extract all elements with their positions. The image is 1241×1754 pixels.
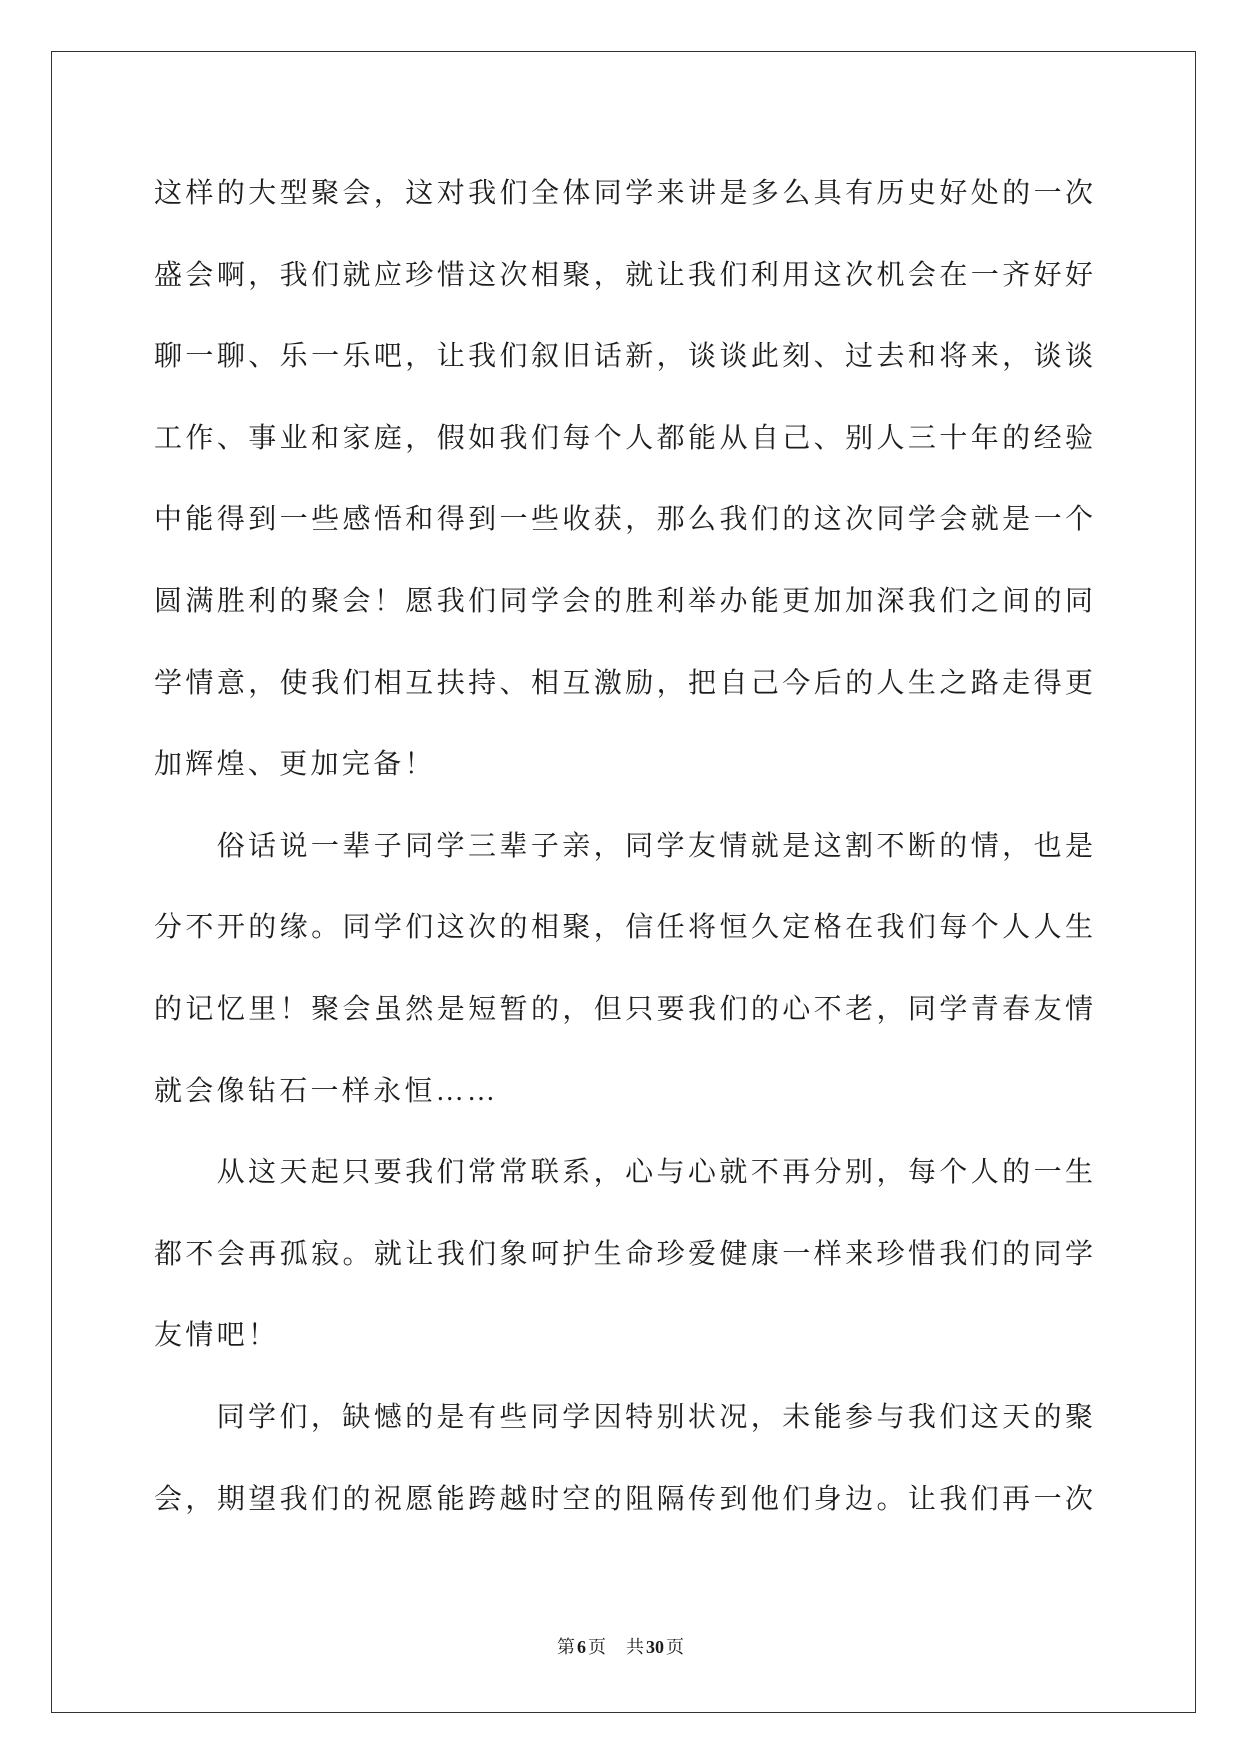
page-prefix: 第 — [557, 1637, 575, 1657]
page-number-total: 30 — [646, 1637, 664, 1657]
text-line: 会，期望我们的祝愿能跨越时空的阻隔传到他们身边。让我们再一次 — [154, 1483, 1093, 1515]
text-line: 聊一聊、乐一乐吧，让我们叙旧话新，谈谈此刻、过去和将来，谈谈 — [154, 341, 1093, 373]
text-line: 友情吧！ — [154, 1320, 280, 1352]
text-line: 这样的大型聚会，这对我们全体同学来讲是多么具有历史好处的一次 — [154, 178, 1093, 209]
text-line: 分不开的缘。同学们这次的相聚，信任将恒久定格在我们每个人人生 — [154, 912, 1093, 944]
total-prefix: 共 — [626, 1637, 644, 1657]
paragraph — [154, 1377, 1093, 1540]
text-line: 同学们，缺憾的是有些同学因特别状况，未能参与我们这天的聚 — [216, 1401, 1093, 1433]
paragraph — [154, 1132, 1093, 1377]
paragraph — [154, 806, 1093, 1132]
total-suffix: 页 — [666, 1637, 684, 1657]
text-line: 盛会啊，我们就应珍惜这次相聚，就让我们利用这次机会在一齐好好 — [154, 259, 1093, 291]
text-line: 从这天起只要我们常常联系，心与心就不再分别，每个人的一生 — [216, 1157, 1093, 1189]
text-line: 圆满胜利的聚会！愿我们同学会的胜利举办能更加加深我们之间的同 — [154, 585, 1093, 617]
page-footer — [0, 1635, 1241, 1659]
text-line: 工作、事业和家庭，假如我们每个人都能从自己、别人三十年的经验 — [154, 422, 1093, 454]
text-line: 的记忆里！聚会虽然是短暂的，但只要我们的心不老，同学青春友情 — [154, 993, 1093, 1025]
text-line: 就会像钻石一样永恒…… — [154, 1075, 499, 1107]
body-text — [154, 153, 1093, 1540]
page-suffix: 页 — [588, 1637, 606, 1657]
paragraph-continued — [154, 153, 1093, 806]
text-line: 中能得到一些感悟和得到一些收获，那么我们的这次同学会就是一个 — [154, 504, 1093, 536]
text-line: 都不会再孤寂。就让我们象呵护生命珍爱健康一样来珍惜我们的同学 — [154, 1238, 1093, 1270]
text-line: 加辉煌、更加完备！ — [154, 749, 436, 781]
text-line: 俗话说一辈子同学三辈子亲，同学友情就是这割不断的情，也是 — [216, 830, 1093, 862]
text-line: 学情意，使我们相互扶持、相互激励，把自己今后的人生之路走得更 — [154, 667, 1093, 699]
page-number-current: 6 — [577, 1637, 586, 1657]
